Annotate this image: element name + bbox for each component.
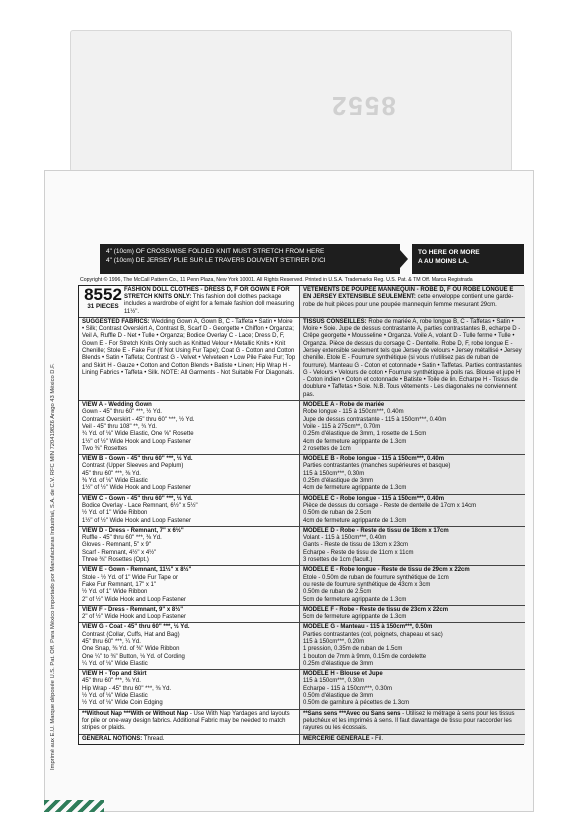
view-line: 0.25m d'élastique de 3mm xyxy=(303,660,374,667)
view-line: ¼ Yd. of ⅛" Wide Elastic xyxy=(82,660,148,667)
view-row-en xyxy=(79,670,300,709)
view-line: 0.50m de ruban de 2.5cm xyxy=(303,510,372,517)
view-line: 2" of ½" Wide Hook and Loop Fastener xyxy=(82,596,186,603)
stretch-gauge xyxy=(100,244,524,274)
view-row-fr xyxy=(300,566,525,605)
arrow-right-icon xyxy=(400,250,408,268)
header-fr: VETEMENTS DE POUPEE MANNEQUIN - ROBE D, F OU ROBE LONGUE E EN JERSEY EXTENSIBLE SEULEMENT: cette enveloppe contient une garde-robe de huit pièces pour une poupée mannequin femme mesurant 29cm. xyxy=(300,286,525,318)
view-line: 1 bouton de 7mm à 9mm, 0.15m de cordelette xyxy=(303,653,427,660)
stretch-bar: 4" (10cm) OF CROSSWISE FOLDED KNIT MUST STRETCH FROM HERE 4" (10cm) DE JERSEY PLIE SUR LE TRAVERS DOUVENT S'ETIRER D'ICI xyxy=(100,244,400,274)
view-line: Robe longue - 115 à 150cm***, 0.40m xyxy=(303,409,404,416)
view-line: Pièce de dessus du corsage - Reste de dentelle de 17cm x 14cm xyxy=(303,502,477,509)
view-line: 4cm de fermeture agrippante de 1.3cm xyxy=(303,438,407,445)
view-line: 115 à 150cm***, 0.30m xyxy=(303,470,365,477)
view-line: Voile - 115 à 275cm**, 0.70m xyxy=(303,423,381,430)
view-line: ¾ Yd. of ⅛" Wide Elastic, One ⅝" Rosette xyxy=(82,431,194,438)
pattern-sheet xyxy=(78,244,524,745)
view-line: MODELE B - Robe longue - 115 à 150cm***, 0.40m xyxy=(303,456,445,463)
view-line: 5cm de fermeture agrippante de 1.3cm xyxy=(303,596,407,603)
notions-en: GENERAL NOTIONS: Thread. xyxy=(79,735,300,744)
view-row-fr xyxy=(300,606,525,624)
view-row-fr xyxy=(300,623,525,670)
view-line: VIEW E - Gown - Remnant, 11½" x 8½" xyxy=(82,567,192,574)
view-line: VIEW D - Dress - Remnant, 7" x 6½" xyxy=(82,527,184,534)
envelope-back xyxy=(70,30,512,172)
view-line: Contrast (Collar, Cuffs, Hat and Bag) xyxy=(82,631,180,638)
header-en xyxy=(79,286,300,318)
view-line: 1½" of ½" Wide Hook and Loop Fastener xyxy=(82,438,191,445)
view-line: ½ Yd. of 1" Wide Ribbon xyxy=(82,510,148,517)
view-line: Volant - 115 à 150cm***, 0.40m xyxy=(303,535,387,542)
fabrics-en: SUGGESTED FABRICS: Wedding Gown A, Gown B, C - Taffeta • Satin • Moire • Silk; Contrast Overskirt A, Contrast B, Scarf D - Georgette • Chiffon • Organza; Veil A, Ruffle D - Net • Tulle • Organza; Bodice Overlay C - Lace; Dress D, F, Gown E - For Stretch Knits Only such as Knitted Velour • Metallic Knits • Knit Chenille; Stole E - Fake Fur (If Not Using Fur Tape); Coat G - Cotton and Cotton Blends • Satin • Taffeta; Contrast G - Velvet • Velveteen • Low Pile Fake Fur; Top and Skirt H - Gauze • Cotton and Cotton Blends • Batiste • Linen; Hip Wrap H - Lining Fabrics • Taffeta • Silk. NOTE: All Garments - Not Suitable For Diagonals. xyxy=(79,318,300,401)
view-line: 115 à 150cm***, 0.20m xyxy=(303,638,365,645)
green-stripe xyxy=(44,800,104,812)
fabrics-fr: TISSUS CONSEILLES: Robe de mariée A, robe longue B, C - Taffetas • Satin • Moire • Soie. Jupe de dessus contrastante A, parties contrastantes B, echarpe D - Crêpe georgette • Mousseline • Organza. Voile A, volant D - Tulle ferme • Tulle • Organza. Pièce de dessus du corsage C - Dentelle. Robe D, F, robe longue E - Jersey extensible seulement tels que Jersey de velours • Jersey métallisé • Jersey chenille. Etole E - Fourrure synthétique (si vous n'utilisez pas de ruban de fourrure). Manteau G - Coton et cotonnade • Satin • Taffetas. Parties contrastantes G - Velours • Velours de coton • Fourrure synthétique à poils ras. Blouse et jupe H - Coton indien • Coton et cotonnade • Batiste • Toile de lin. Echarpe H - Tissus de doublure • Taffetas • Soie. N.B. Tous vêtements - Les diagonales ne conviennent pas. xyxy=(300,318,525,401)
view-line: Two ⅜" Rosettes xyxy=(82,445,128,452)
view-line: VIEW G - Coat - 45" thru 60" ***, ½ Yd. xyxy=(82,624,190,631)
view-line: ½ Yd. of ⅛" Wide Elastic xyxy=(82,693,148,700)
view-line: 5cm de fermeture agrippante de 1.3cm xyxy=(303,614,407,621)
view-line: 2 rosettes de 1cm xyxy=(303,445,351,452)
view-line: MODELE H - Blouse et Jupe xyxy=(303,671,383,678)
view-row-en xyxy=(79,455,300,494)
view-line: Echarpe - 115 à 150cm***, 0.30m xyxy=(303,685,392,692)
view-line: VIEW B - Gown - 45" thru 60" ***, ½ Yd. xyxy=(82,456,193,463)
view-row-en xyxy=(79,606,300,624)
view-line: 1 pression, 0.35m de ruban de 1.5cm xyxy=(303,646,403,653)
view-line: MODELE D - Robe - Reste de tissu de 18cm x 17cm xyxy=(303,527,449,534)
view-line: VIEW F - Dress - Remnant, 9" x 8½" xyxy=(82,606,184,613)
view-line: MODELE C - Robe longue - 115 à 150cm***, 0.40m xyxy=(303,495,445,502)
view-line: Parties contrastantes (manches supérieures et basque) xyxy=(303,463,451,470)
notions-fr: MERCERIE GENERALE - Fil. xyxy=(300,735,525,744)
view-row-en xyxy=(79,401,300,455)
pieces-count: 31 PIECES xyxy=(87,303,119,310)
view-line: Gown - 45" thru 60" ***, ½ Yd. xyxy=(82,409,162,416)
view-row-en xyxy=(79,495,300,527)
view-line: Jupe de dessus contrastante - 115 à 150cm***, 0.40m xyxy=(303,416,447,423)
view-line: Parties contrastantes (col, poignets, chapeau et sac) xyxy=(303,631,443,638)
view-line: 45" thru 60" ***, ⅜ Yd. xyxy=(82,470,141,477)
view-row-fr xyxy=(300,401,525,455)
view-row-fr xyxy=(300,527,525,566)
view-line: MODELE A - Robe de mariée xyxy=(303,402,385,409)
view-line: 1½" of ½" Wide Hook and Loop Fastener xyxy=(82,517,191,524)
view-line: Gants - Reste de tissu de 13cm x 23cm xyxy=(303,542,409,549)
view-line: Gloves - Remnant, 5" x 9" xyxy=(82,542,151,549)
stretch-target-box: TO HERE OR MORE A AU MOINS LA. xyxy=(412,244,524,274)
view-line: ½ Yd. of ⅛" Wide Coin Edging xyxy=(82,700,163,707)
view-line: VIEW C - Gown - 45" thru 60" ***, ½ Yd. xyxy=(82,495,193,502)
view-line: 4cm de fermeture agrippante de 1.3cm xyxy=(303,517,407,524)
view-row-en xyxy=(79,566,300,605)
ghost-print: 8552 xyxy=(330,91,396,121)
view-line: 0.25m d'élastique de 3mm xyxy=(303,478,374,485)
view-line: 0.25m d'élastique de 3mm, 1 rosette de 1.5cm xyxy=(303,431,427,438)
view-line: Bodice Overlay - Lace Remnant, 6½" x 5½" xyxy=(82,502,198,509)
view-line: 115 à 150cm***, 0.30m xyxy=(303,678,365,685)
view-row-fr xyxy=(300,495,525,527)
view-line: 0.50m de ruban de 2.5cm xyxy=(303,589,372,596)
header-description: FASHION DOLL CLOTHES - DRESS D, F OR GOWN E FOR STRETCH KNITS ONLY: This fashion doll clothes package includes a wardrobe of eight for a female fashion doll measuring 11½". xyxy=(124,287,295,315)
side-legal-text: Imprimé aux E.U. Marque déposée U.S. Pat. Off. Para México importado por Manufacturas Industrial, S.A. de C.V. RFC MIN 7204198Z6 Arago 43 México D.F. xyxy=(50,363,56,770)
view-line: Three ⅜" Rosettes (Opt.) xyxy=(82,557,149,564)
info-table xyxy=(78,285,524,745)
view-line: MODELE F - Robe - Reste de tissu de 23cm x 22cm xyxy=(303,606,449,613)
view-line: One ¼" to ⅜" Button, ⅛ Yd. of Cording xyxy=(82,653,185,660)
view-line: MODELE G - Manteau - 115 à 150cm***, 0.50m xyxy=(303,624,433,631)
view-line: ou reste de fourrure synthétique de 43cm x 3cm xyxy=(303,581,431,588)
nap-en: **Without Nap ***With or Without Nap - Use With Nap Yardages and layouts for pile or one-way design fabrics. Additional Fabric may be needed to match stripes or plaids. xyxy=(79,710,300,735)
view-line: Veil - 45" thru 108" **, ¾ Yd. xyxy=(82,423,157,430)
view-line: Fake Fur Remnant, 17" x 1" xyxy=(82,581,156,588)
view-line: MODELE E - Robe longue - Reste de tissu de 29cm x 22cm xyxy=(303,567,470,574)
view-line: Ruffle - 45" thru 60" ***, ⅜ Yd. xyxy=(82,535,162,542)
view-line: 4cm de fermeture agrippante de 1.3cm xyxy=(303,485,407,492)
view-line: Hip Wrap - 45" thru 60" ***, ⅜ Yd. xyxy=(82,685,172,692)
copyright-line: Copyright © 1996, The McCall Pattern Co., 11 Penn Plaza, New York 10001. All Rights Reserved. Printed in U.S.A. Trademarks Reg. U.S. Pat. & TM Off. Marca Registrada xyxy=(80,277,473,283)
view-line: Etole - 0.50m de ruban de fourrure synthétique de 1cm xyxy=(303,574,449,581)
view-line: VIEW H - Top and Skirt xyxy=(82,671,147,678)
view-line: 1½" of ½" Wide Hook and Loop Fastener xyxy=(82,485,191,492)
view-line: Contrast Overskirt - 45" thru 60" ***, ½ Yd. xyxy=(82,416,195,423)
view-line: 0.50m d'élastique de 3mm xyxy=(303,693,374,700)
view-line: 2" of ½" Wide Hook and Loop Fastener xyxy=(82,614,186,621)
view-line: 45" thru 60" ***, ¼ Yd. xyxy=(82,638,141,645)
view-row-en xyxy=(79,527,300,566)
view-line: 3 rosettes de 1cm (facult.) xyxy=(303,557,373,564)
view-line: 45" thru 60" ***, ⅜ Yd. xyxy=(82,678,141,685)
view-line: ½ Yd. of 1" Wide Ribbon xyxy=(82,589,148,596)
view-line: One Snap, ⅜ Yd. of ⅜" Wide Ribbon xyxy=(82,646,180,653)
view-row-en xyxy=(79,623,300,670)
view-line: Contrast (Upper Sleeves and Peplum) xyxy=(82,463,184,470)
view-row-fr xyxy=(300,670,525,709)
view-line: Stole - ½ Yd. of 1" Wide Fur Tape or xyxy=(82,574,178,581)
view-row-fr xyxy=(300,455,525,494)
view-line: 0.50m de garniture à pécettes de 1.3cm xyxy=(303,700,410,707)
nap-fr: **Sans sens ***Avec ou Sans sens - Utilisez le métrage à sens pour les tissus peluchéux et les imprimés à sens. Il faut davantage de tissu pour raccorder les rayures ou les écossais. xyxy=(300,710,525,735)
pattern-number: 8552 xyxy=(84,286,122,304)
view-line: ⅜ Yd. of ⅛" Wide Elastic xyxy=(82,478,148,485)
view-line: Echarpe - Reste de tissu de 11cm x 11cm xyxy=(303,549,414,556)
view-line: VIEW A - Wedding Gown xyxy=(82,402,152,409)
view-line: Scarf - Remnant, 4½" x 4½" xyxy=(82,549,157,556)
pattern-number-block xyxy=(82,287,124,310)
